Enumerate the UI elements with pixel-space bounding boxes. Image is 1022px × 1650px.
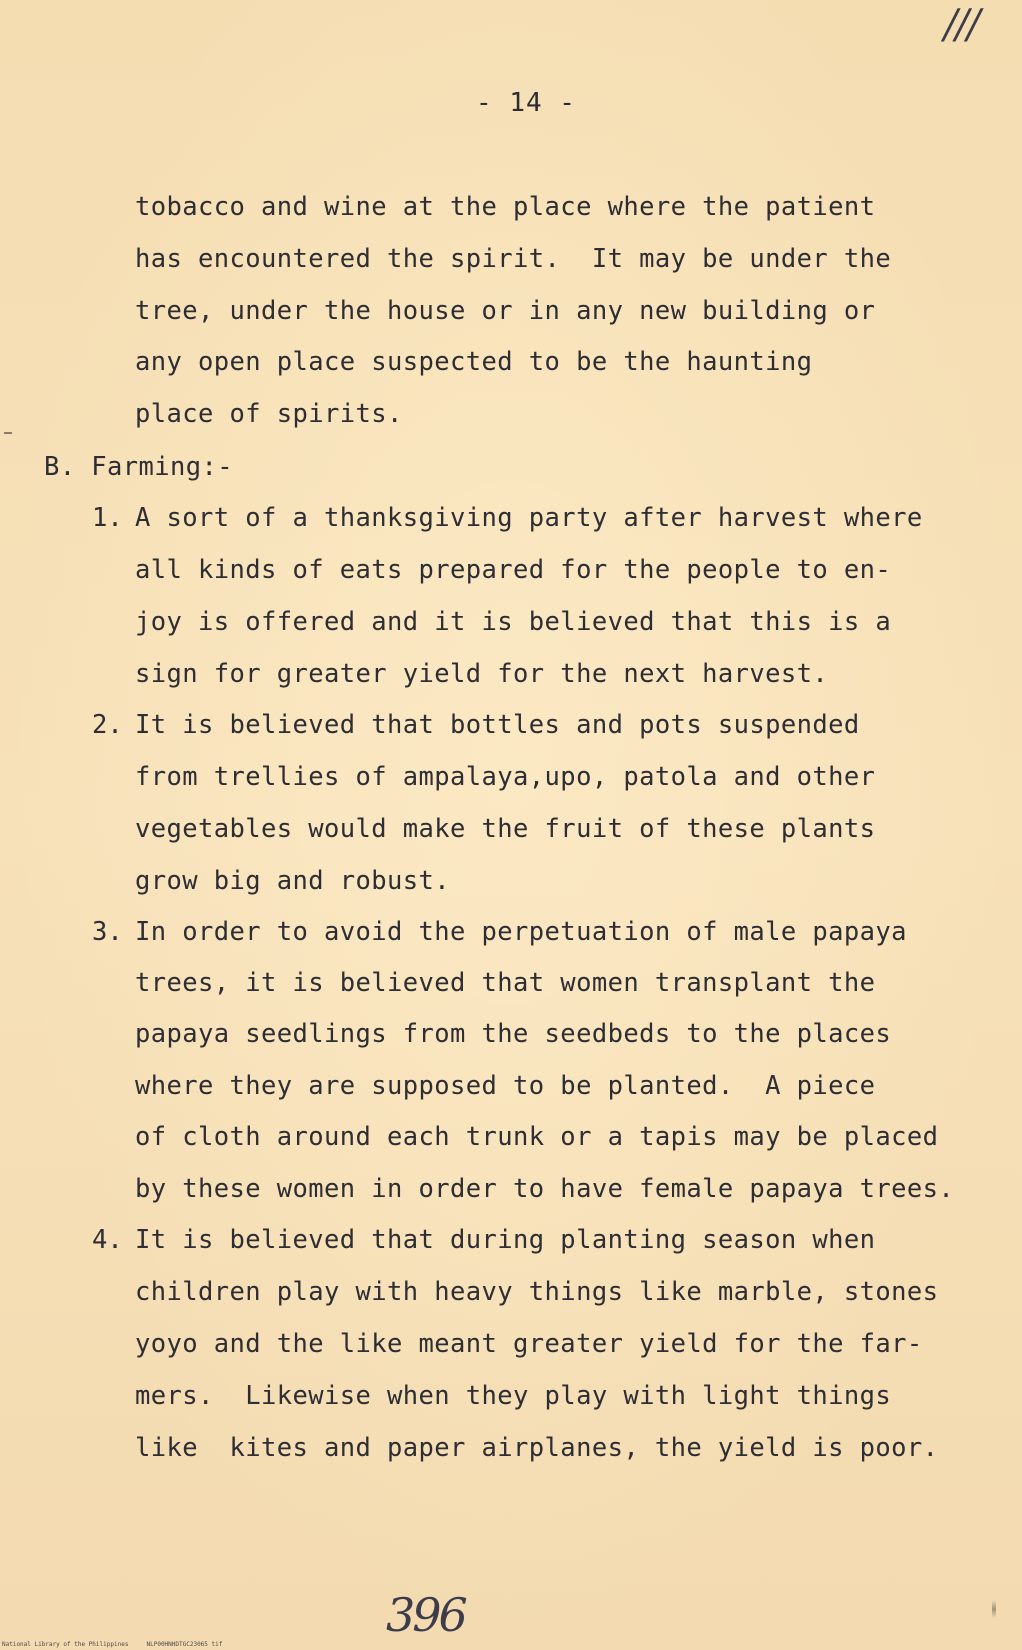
item-1-line-4: sign for greater yield for the next harvest. [135, 659, 829, 689]
item-2-line-4: grow big and robust. [135, 866, 451, 896]
item-2-line-1: It is believed that bottles and pots suspended [135, 710, 860, 740]
item-1-line-2: all kinds of eats prepared for the people to en- [135, 555, 892, 585]
item-3-line-4: where they are supposed to be planted. A piece [135, 1071, 876, 1101]
item-3-line-2: trees, it is believed that women transplant the [135, 968, 876, 998]
continuation-line-1: tobacco and wine at the place where the patient [135, 192, 876, 222]
continuation-line-3: tree, under the house or in any new building or [135, 296, 876, 326]
archive-footer: National Library of the Philippines NLP00HNHDTGC23065 tif [2, 1641, 223, 1648]
item-4-line-2: children play with heavy things like marble, stones [135, 1277, 939, 1307]
item-number-4: 4. [92, 1225, 123, 1255]
handwritten-folio-number: 396 [386, 1588, 465, 1642]
continuation-line-4: any open place suspected to be the haunting [135, 347, 813, 377]
item-4-line-4: mers. Likewise when they play with light things [135, 1381, 892, 1411]
item-1-line-1: A sort of a thanksgiving party after harvest where [135, 503, 923, 533]
continuation-line-2: has encountered the spirit. It may be under the [135, 244, 892, 274]
item-1-line-3: joy is offered and it is believed that this is a [135, 607, 892, 637]
continuation-line-5: place of spirits. [135, 399, 403, 429]
item-number-2: 2. [92, 710, 123, 740]
item-2-line-2: from trellies of ampalaya,upo, patola and other [135, 762, 876, 792]
item-4-line-3: yoyo and the like meant greater yield for the far- [135, 1329, 923, 1359]
item-3-line-6: by these women in order to have female papaya trees. [135, 1174, 955, 1204]
edge-speck [992, 1600, 996, 1618]
item-number-3: 3. [92, 917, 123, 947]
item-2-line-3: vegetables would make the fruit of these plants [135, 814, 876, 844]
item-4-line-5: like kites and paper airplanes, the yield is poor. [135, 1433, 939, 1463]
page-number: - 14 - [476, 88, 576, 118]
item-3-line-5: of cloth around each trunk or a tapis may be placed [135, 1122, 939, 1152]
section-heading: B. Farming:- [44, 452, 234, 482]
item-3-line-1: In order to avoid the perpetuation of male papaya [135, 917, 907, 947]
item-3-line-3: papaya seedlings from the seedbeds to the places [135, 1019, 892, 1049]
item-4-line-1: It is believed that during planting season when [135, 1225, 876, 1255]
handwritten-page-mark: /// [944, 2, 979, 48]
margin-mark [4, 432, 12, 434]
item-number-1: 1. [92, 503, 123, 533]
